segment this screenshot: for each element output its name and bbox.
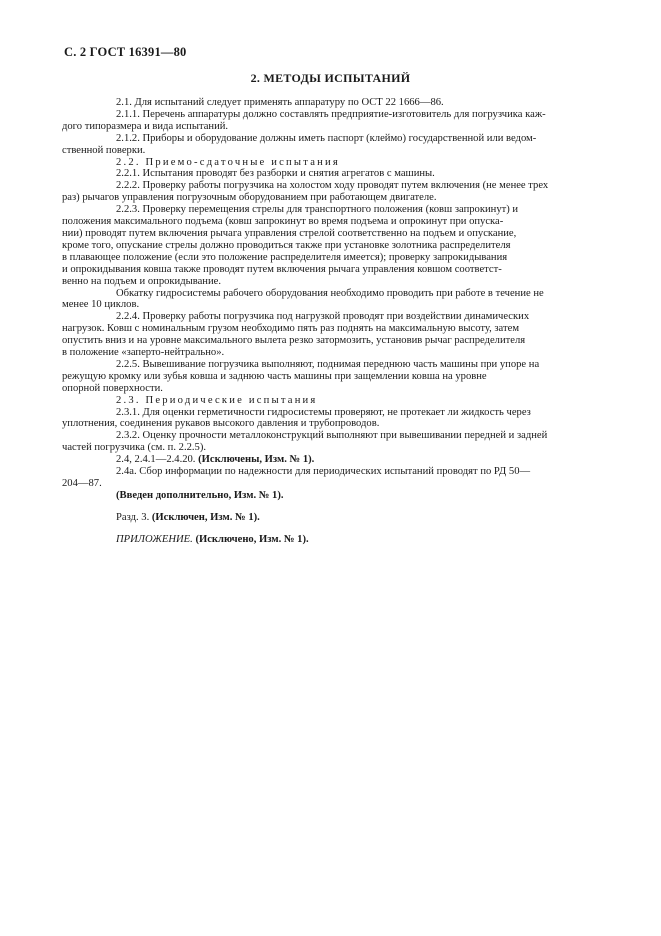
paragraph-2-2-2: 2.2.2. Проверку работы погрузчика на холостом ходу проводят путем включения (не менее трех <box>116 180 549 192</box>
section-3-note: (Исключен, Изм. № 1). <box>151 511 260 523</box>
paragraph-2-2-2-cont: раз) рычагов управления погрузочным оборудованием при работающем двигателе. <box>62 192 437 204</box>
paragraph-2-4a-cont: 204—87. <box>62 478 102 489</box>
spacer <box>89 524 599 534</box>
paragraph-2-2-3: 2.2.3. Проверку перемещения стрелы для транспортного положения (ковш запрокинут) и <box>116 204 519 216</box>
paragraph-2-3-1: 2.3.1. Для оценки герметичности гидросистемы проверяют, не протекает ли жидкость через <box>116 406 531 418</box>
paragraph-2-2-3-line6: и опрокидывания ковша также проводят путем включения рычага управления ковшом соответст- <box>62 263 502 275</box>
paragraph-2-2-5: 2.2.5. Вывешивание погрузчика выполняют, поднимая переднюю часть машины при упоре на <box>116 358 540 370</box>
paragraph-2-2-3-line3: нии) проводят путем включения рычага управления стрелой соответственно на подъем и опускание, <box>62 227 517 239</box>
document-body <box>62 97 599 546</box>
paragraph-2-2-3-line7: венно на подъем и опрокидывание. <box>62 275 221 287</box>
section-3-excluded: Разд. 3. (Исключен, Изм. № 1). <box>116 511 260 523</box>
paragraph-2-4a-note: (Введен дополнительно, Изм. № 1). <box>116 489 284 501</box>
amendment-note: (Исключены, Изм. № 1). <box>198 454 315 466</box>
paragraph-obkatka: Обкатку гидросистемы рабочего оборудования необходимо проводить при работе в течение не <box>116 287 544 299</box>
paragraph-2-2-3-line4: кроме того, опускание стрелы должно проводиться также при установке золотника распределителя <box>62 239 511 251</box>
paragraph-2-2-4-line3: опустить вниз и на уровне максимального вылета резко затормозить, установив рычаг распределителя <box>62 335 526 347</box>
spacer <box>89 502 599 512</box>
subsection-2-2-heading: 2.2. Приемо-сдаточные испытания <box>116 156 340 168</box>
paragraph-2-1-2-cont: ственной поверки. <box>62 144 146 156</box>
paragraph-2-2-1: 2.2.1. Испытания проводят без разборки и снятия агрегатов с машины. <box>116 168 435 180</box>
paragraph-2-2-4-line2: нагрузок. Ковш с номинальным грузом необходимо пять раз поднять на максимальную высоту, затем <box>62 323 520 335</box>
paragraph-2-2-3-line5: в плавающее положение (если это положение распределителя имеется); проверку запрокидывания <box>62 251 508 263</box>
appendix-note: (Исключено, Изм. № 1). <box>195 533 309 545</box>
paragraph-2-3-1-cont: уплотнения, соединения рукавов высокого давления и трубопроводов. <box>62 418 380 430</box>
paragraph-2-4-excluded: 2.4, 2.4.1—2.4.20. (Исключены, Изм. № 1). <box>116 454 315 466</box>
subsection-2-3-heading: 2.3. Периодические испытания <box>116 394 318 406</box>
page-header: С. 2 ГОСТ 16391—80 <box>64 45 187 59</box>
paragraph-2-2-5-line3: опорной поверхности. <box>62 382 163 394</box>
paragraph-2-3-2-cont: частей погрузчика (см. п. 2.2.5). <box>62 442 207 454</box>
paragraph-2-1-2: 2.1.2. Приборы и оборудование должны иметь паспорт (клеймо) государственной или ведом- <box>116 132 537 144</box>
paragraph-2-2-4: 2.2.4. Проверку работы погрузчика под нагрузкой проводят при воздействии динамических <box>116 311 530 323</box>
paragraph-2-2-4-line4: в положение «заперто-нейтрально». <box>62 347 225 359</box>
paragraph-obkatka-cont: менее 10 циклов. <box>62 299 140 311</box>
paragraph-2-1: 2.1. Для испытаний следует применять аппаратуру по ОСТ 22 1666—86. <box>116 97 444 108</box>
paragraph-2-2-3-line2: положения максимального подъема (ковш запрокинут во время подъема и опрокинут при опуска- <box>62 216 504 228</box>
paragraph-2-2-5-line2: режущую кромку или зубья ковша и заднюю часть машины при защемлении ковша на уровне <box>62 370 487 382</box>
section-title: 2. МЕТОДЫ ИСПЫТАНИЙ <box>250 71 411 85</box>
appendix-excluded <box>89 534 599 546</box>
paragraph-2-3-2: 2.3.2. Оценку прочности металлоконструкций выполняют при вывешивании передней и задней <box>116 430 548 442</box>
appendix-label: ПРИЛОЖЕНИЕ. <box>116 533 196 545</box>
paragraph-2-1-1-cont: дого типоразмера и вида испытаний. <box>62 120 229 132</box>
paragraph-2-4a: 2.4а. Сбор информации по надежности для периодических испытаний проводят по РД 50— <box>116 466 531 478</box>
paragraph-2-1-1: 2.1.1. Перечень аппаратуры должно составлять предприятие-изготовитель для погрузчика каж- <box>116 108 546 120</box>
